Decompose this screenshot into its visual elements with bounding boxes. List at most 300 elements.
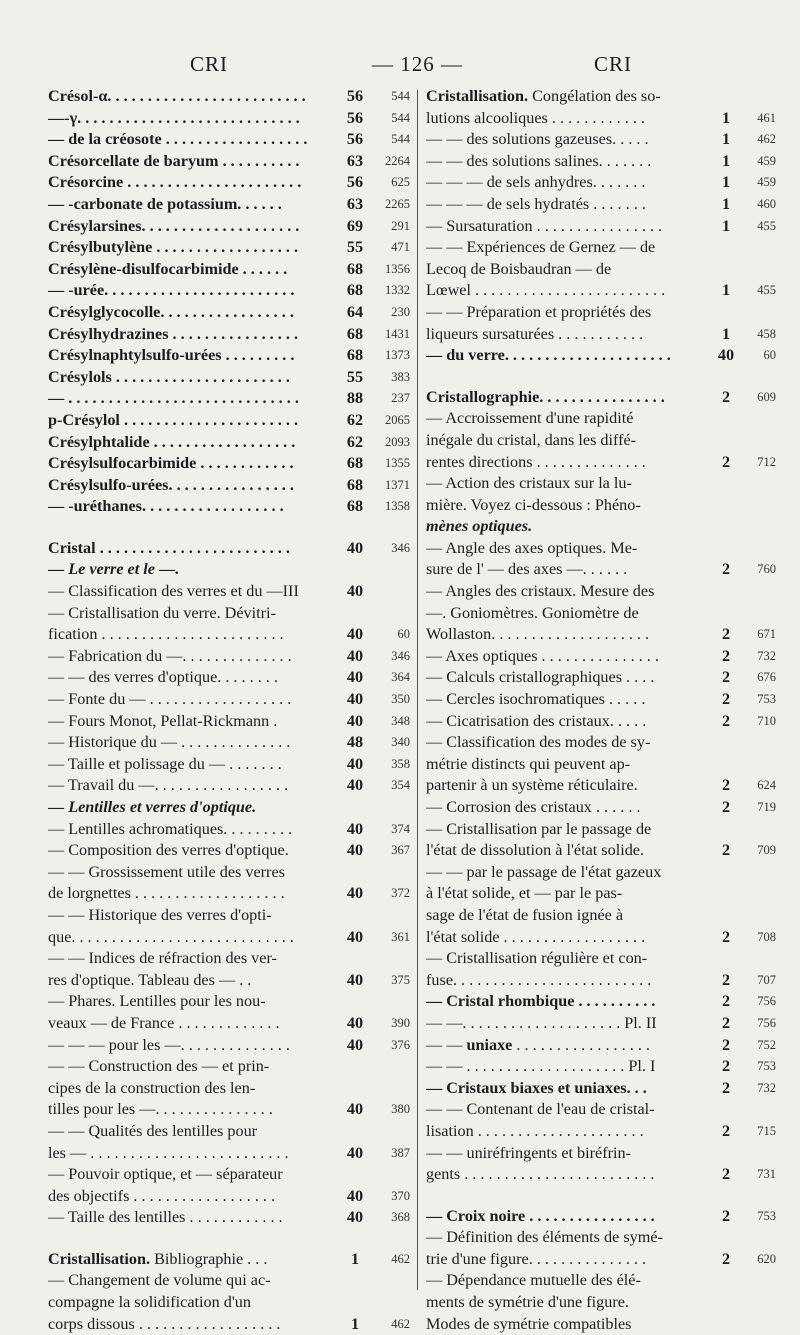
index-entry — [48, 927, 410, 949]
section-gap — [48, 1229, 410, 1249]
index-entry — [48, 475, 410, 497]
entry-text: — Cristallisation du verre. Dévitri- — [48, 603, 276, 622]
entry-text: — — uniréfringents et biréfrin- — [426, 1143, 631, 1162]
entry-text: — Accroissement d'une rapidité — [426, 409, 634, 428]
entry-volume: 68 — [346, 281, 364, 300]
index-entry — [426, 754, 776, 776]
entry-volume: 2 — [721, 927, 731, 946]
index-entry — [48, 1099, 410, 1121]
entry-volume: 1 — [721, 324, 731, 343]
entry-volume: 1 — [721, 194, 731, 213]
entry-page: 1332 — [385, 283, 410, 298]
entry-text: — du verre. . . . . . . . . . . . . . . . . . . . . — [426, 346, 671, 365]
index-entry — [48, 732, 410, 754]
index-entry — [48, 603, 410, 625]
column-divider — [417, 90, 418, 1290]
entry-text: gents . . . . . . . . . . . . . . . . . . . . . . . . — [426, 1165, 655, 1184]
index-entry — [426, 624, 776, 646]
entry-volume: 1 — [721, 173, 731, 192]
entry-text: — -carbonate de potassium. . . . . . — [48, 194, 282, 213]
index-entry — [426, 495, 776, 517]
entry-page: 60 — [763, 348, 776, 363]
entry-page: 625 — [391, 175, 410, 190]
entry-volume: 2 — [721, 1057, 731, 1076]
entry-page: 712 — [757, 454, 776, 469]
entry-text: — — — de sels anhydres. . . . . . . — [426, 173, 646, 192]
entry-page: 455 — [757, 283, 776, 298]
entry-volume: 64 — [346, 302, 364, 321]
index-entry — [48, 324, 410, 346]
index-entry — [426, 797, 776, 819]
entry-text: compagne la solidification d'un — [48, 1293, 251, 1312]
entry-text: — Angle des axes optiques. Me- — [426, 538, 638, 557]
index-entry — [48, 883, 410, 905]
entry-page: 676 — [757, 670, 776, 685]
index-entry — [426, 819, 776, 841]
entry-volume: 40 — [346, 927, 364, 946]
entry-volume: 2 — [721, 970, 731, 989]
entry-text: rentes directions . . . . . . . . . . . . . . — [426, 452, 646, 471]
entry-page: 544 — [391, 110, 410, 125]
entry-volume: 40 — [346, 841, 364, 860]
index-entry — [426, 840, 776, 862]
entry-text: — -urée. . . . . . . . . . . . . . . . . . . . . . . . — [48, 281, 295, 300]
entry-text: — -uréthanes. . . . . . . . . . . . . . . . . . — [48, 497, 284, 516]
index-entry — [426, 216, 776, 238]
index-entry — [48, 970, 410, 992]
entry-text: — — Expériences de Gernez — de — [426, 238, 656, 257]
index-entry — [48, 1143, 410, 1165]
entry-text: — Croix noire . . . . . . . . . . . . . . . . — [426, 1206, 655, 1225]
entry-page: 346 — [391, 540, 410, 555]
index-entry — [426, 452, 776, 474]
entry-text: Crésorcine . . . . . . . . . . . . . . . . . . . . . . — [48, 173, 302, 192]
entry-volume: 56 — [346, 108, 364, 127]
entry-volume: 40 — [346, 1208, 364, 1227]
index-entry — [426, 1121, 776, 1143]
entry-text: l'état solide . . . . . . . . . . . . . . . . . . — [426, 927, 646, 946]
index-entry — [48, 259, 410, 281]
entry-text: — Classification des verres et du —III — [48, 582, 299, 601]
entry-volume: 2 — [721, 776, 731, 795]
index-entry — [48, 775, 410, 797]
entry-page: 715 — [757, 1123, 776, 1138]
index-entry — [426, 1292, 776, 1314]
entry-text: — — — pour les —. . . . . . . . . . . . . . — [48, 1035, 290, 1054]
entry-volume: 2 — [721, 1249, 731, 1268]
entry-page: 370 — [391, 1188, 410, 1203]
index-entry — [426, 862, 776, 884]
entry-page: 708 — [757, 929, 776, 944]
entry-volume: 40 — [346, 582, 364, 601]
entry-page: 60 — [397, 627, 410, 642]
entry-text: — — des verres d'optique. . . . . . . . — [48, 668, 278, 687]
entry-page: 364 — [391, 670, 410, 685]
entry-text: —-γ. . . . . . . . . . . . . . . . . . . . . . . . . . . . — [48, 108, 300, 127]
index-entry — [48, 840, 410, 862]
index-entry — [48, 151, 410, 173]
entry-page: 387 — [391, 1145, 410, 1160]
entry-volume: 48 — [346, 733, 364, 752]
entry-text: de lorgnettes . . . . . . . . . . . . . . . . . . . — [48, 884, 285, 903]
index-entry — [426, 302, 776, 324]
entry-text: métrie distincts qui peuvent ap- — [426, 754, 631, 773]
entry-volume: 63 — [346, 194, 364, 213]
entry-page: 624 — [757, 778, 776, 793]
index-entry — [426, 1099, 776, 1121]
entry-volume: 68 — [346, 259, 364, 278]
index-entry — [48, 581, 410, 603]
index-entry — [426, 1078, 776, 1100]
entry-text: Crésylglycocolle. . . . . . . . . . . . . . . . . — [48, 302, 294, 321]
index-entry — [48, 108, 410, 130]
entry-text: — Angles des cristaux. Mesure des — [426, 582, 655, 601]
index-entry — [48, 667, 410, 689]
entry-page: 709 — [757, 843, 776, 858]
entry-page: 1356 — [385, 261, 410, 276]
entry-volume: 2 — [721, 387, 731, 406]
entry-volume: 56 — [346, 130, 364, 149]
index-entry — [426, 151, 776, 173]
entry-text: — Pouvoir optique, et — séparateur — [48, 1165, 283, 1184]
entry-text: les — . . . . . . . . . . . . . . . . . . . . . . . . . — [48, 1143, 289, 1162]
index-entry — [426, 1270, 776, 1292]
entry-page: 620 — [757, 1251, 776, 1266]
entry-volume: 68 — [346, 454, 364, 473]
entry-text: Lœwel . . . . . . . . . . . . . . . . . . . . . . . . — [426, 281, 666, 300]
entry-page: 348 — [391, 713, 410, 728]
entry-page: 2264 — [385, 153, 410, 168]
index-entry — [48, 1078, 410, 1100]
entry-page: 753 — [757, 1059, 776, 1074]
entry-page: 462 — [391, 1316, 410, 1331]
page-number: — 126 — — [372, 52, 463, 76]
entry-page: 752 — [757, 1037, 776, 1052]
entry-text: — — par le passage de l'état gazeux — [426, 862, 662, 881]
entry-text: — Action des cristaux sur la lu- — [426, 474, 632, 493]
index-entry — [48, 559, 410, 581]
entry-text: — Fours Monot, Pellat-Rickmann . — [48, 711, 278, 730]
entry-text: — Travail du —. . . . . . . . . . . . . . . . . — [48, 776, 289, 795]
entry-text: Crésylhydrazines . . . . . . . . . . . . . . . . — [48, 324, 298, 343]
index-entry — [426, 280, 776, 302]
entry-page: 1431 — [385, 326, 410, 341]
entry-volume: 56 — [346, 173, 364, 192]
index-entry — [48, 302, 410, 324]
index-entry — [48, 905, 410, 927]
index-entry — [48, 797, 410, 819]
entry-text: Modes de symétrie compatibles — [426, 1314, 632, 1333]
entry-text: Cristal . . . . . . . . . . . . . . . . . . . . . . . . — [48, 538, 290, 557]
index-entry — [48, 367, 410, 389]
entry-text: — Cristal rhombique . . . . . . . . . . — [426, 992, 656, 1011]
entry-text: —. Goniomètres. Goniomètre de — [426, 603, 639, 622]
index-entry — [426, 775, 776, 797]
index-entry — [48, 453, 410, 475]
entry-page: 609 — [757, 389, 776, 404]
entry-volume: 2 — [721, 668, 731, 687]
index-entry — [48, 216, 410, 238]
entry-text: — — des solutions salines. . . . . . . — [426, 151, 652, 170]
entry-volume: 2 — [721, 646, 731, 665]
entry-text: mènes optiques. — [426, 517, 533, 536]
entry-text: sure de l' — des axes —. . . . . . — [426, 560, 628, 579]
entry-volume: 1 — [721, 281, 731, 300]
index-entry — [426, 1249, 776, 1271]
entry-text: Lecoq de Boisbaudran — de — [426, 259, 612, 278]
entry-page: 462 — [757, 132, 776, 147]
entry-page: 455 — [757, 218, 776, 233]
entry-volume: 1 — [721, 216, 731, 235]
entry-volume: 62 — [346, 410, 364, 429]
index-entry — [48, 1035, 410, 1057]
index-entry — [426, 345, 776, 367]
entry-text: — Dépendance mutuelle des élé- — [426, 1271, 641, 1290]
section-gap — [426, 1186, 776, 1206]
entry-volume: 1 — [721, 151, 731, 170]
index-entry — [426, 473, 776, 495]
entry-page: 461 — [757, 110, 776, 125]
index-entry — [426, 237, 776, 259]
index-entry — [426, 108, 776, 130]
entry-page: 350 — [391, 692, 410, 707]
entry-page: 458 — [757, 326, 776, 341]
index-entry — [426, 324, 776, 346]
entry-text: — Cristaux biaxes et uniaxes. . . — [426, 1078, 647, 1097]
entry-text: — Lentilles achromatiques. . . . . . . . . — [48, 819, 293, 838]
index-entry — [48, 862, 410, 884]
index-entry — [426, 711, 776, 733]
entry-page: 340 — [391, 735, 410, 750]
entry-text: — —. . . . . . . . . . . . . . . . . . . . Pl. II — [426, 1013, 657, 1032]
entry-text: — Définition des éléments de symé- — [426, 1228, 663, 1247]
entry-volume: 40 — [346, 1013, 364, 1032]
entry-volume: 2 — [721, 1165, 731, 1184]
entry-text: — Taille des lentilles . . . . . . . . . . . . — [48, 1208, 283, 1227]
entry-volume: 40 — [346, 1035, 364, 1054]
entry-text: — Changement de volume qui ac- — [48, 1271, 271, 1290]
entry-text: Crésylsulfocarbimide . . . . . . . . . . . . — [48, 454, 294, 473]
entry-page: 368 — [391, 1210, 410, 1225]
entry-page: 753 — [757, 692, 776, 707]
entry-page: 462 — [391, 1251, 410, 1266]
index-entry — [48, 1013, 410, 1035]
entry-text: — Fonte du — . . . . . . . . . . . . . . . . . . — [48, 690, 292, 709]
index-entry — [48, 1164, 410, 1186]
entry-volume: 2 — [721, 1013, 731, 1032]
header-right-guide-word: CRI — [594, 52, 633, 76]
entry-text: cipes de la construction des len- — [48, 1078, 256, 1097]
entry-text: — Lentilles et verres d'optique. — [48, 798, 257, 816]
entry-volume: 88 — [346, 389, 364, 408]
section-gap — [48, 518, 410, 538]
entry-page: 383 — [391, 369, 410, 384]
entry-volume: 2 — [721, 798, 731, 816]
entry-volume: 1 — [721, 108, 731, 127]
entry-volume: 2 — [721, 992, 731, 1011]
index-entry — [426, 1013, 776, 1035]
index-entry — [426, 408, 776, 430]
entry-text: — — Contenant de l'eau de cristal- — [426, 1100, 655, 1119]
entry-text: — Cristallisation par le passage de — [426, 819, 652, 838]
index-entry — [48, 388, 410, 410]
entry-page: 544 — [391, 89, 410, 103]
entry-text: res d'optique. Tableau des — . . — [48, 970, 252, 989]
entry-text: — — Préparation et propriétés des — [426, 302, 652, 321]
entry-text: sage de l'état de fusion ignée à — [426, 905, 624, 924]
index-entry — [426, 559, 776, 581]
index-entry — [48, 280, 410, 302]
entry-volume: 63 — [346, 151, 364, 170]
entry-page: 372 — [391, 886, 410, 901]
entry-text: Crésol-α. . . . . . . . . . . . . . . . . . . . . . . . . — [48, 87, 306, 105]
index-entry — [48, 646, 410, 668]
entry-volume: 68 — [346, 346, 364, 365]
entry-volume: 2 — [721, 690, 731, 709]
entry-volume: 2 — [721, 452, 731, 471]
entry-text: Crésylbutylène . . . . . . . . . . . . . . . . . . — [48, 238, 298, 257]
entry-text: Crésylphtalide . . . . . . . . . . . . . . . . . . — [48, 432, 296, 451]
entry-text: — Cercles isochromatiques . . . . . — [426, 690, 646, 709]
entry-text: — Phares. Lentilles pour les nou- — [48, 992, 266, 1011]
index-entry — [426, 1056, 776, 1078]
entry-volume: 40 — [346, 1100, 364, 1119]
entry-volume: 55 — [346, 367, 364, 386]
index-entry — [48, 410, 410, 432]
entry-page: 237 — [391, 391, 410, 406]
index-entry — [48, 172, 410, 194]
page-header — [0, 52, 800, 82]
index-entry — [426, 129, 776, 151]
entry-text: — — des solutions gazeuses. . . . . — [426, 130, 649, 149]
entry-page: 354 — [391, 778, 410, 793]
entry-text: à l'état solide, et — par le pas- — [426, 884, 623, 903]
entry-page: 732 — [757, 1080, 776, 1095]
entry-text: — Corrosion des cristaux . . . . . . — [426, 798, 641, 816]
entry-page: 291 — [391, 218, 410, 233]
entry-page: 1373 — [385, 348, 410, 363]
entry-text: — Classification des modes de sy- — [426, 733, 651, 752]
entry-page: 460 — [757, 196, 776, 211]
entry-text: — Fabrication du —. . . . . . . . . . . . . . — [48, 646, 292, 665]
index-entry — [426, 430, 776, 452]
entry-page: 471 — [391, 240, 410, 255]
index-entry — [426, 883, 776, 905]
entry-volume: 56 — [346, 87, 364, 105]
index-entry — [48, 1207, 410, 1229]
entry-text: Crésorcellate de baryum . . . . . . . . . . — [48, 151, 300, 170]
entry-page: 707 — [757, 972, 776, 987]
index-entry — [48, 432, 410, 454]
index-entry — [48, 1186, 410, 1208]
entry-text: — . . . . . . . . . . . . . . . . . . . . . . . . . . . . . — [48, 389, 299, 408]
entry-text: — — Construction des — et prin- — [48, 1057, 270, 1076]
index-entry — [426, 86, 776, 108]
entry-page: 380 — [391, 1102, 410, 1117]
entry-text: — — Historique des verres d'opti- — [48, 905, 272, 924]
entry-text: — Le verre et le —. — [48, 560, 180, 579]
left-column — [48, 86, 410, 1335]
entry-text: que. . . . . . . . . . . . . . . . . . . . . . . . . . . . — [48, 927, 294, 946]
entry-volume: 68 — [346, 497, 364, 516]
index-entry — [48, 711, 410, 733]
entry-page: 459 — [757, 175, 776, 190]
index-entry — [426, 603, 776, 625]
index-entry — [426, 1314, 776, 1335]
entry-text: — — . . . . . . . . . . . . . . . . . . . . Pl. I — [426, 1057, 656, 1076]
entry-text: des objectifs . . . . . . . . . . . . . . . . . . — [48, 1186, 276, 1205]
entry-volume: 40 — [717, 346, 735, 365]
entry-page: 719 — [757, 800, 776, 814]
index-entry — [48, 754, 410, 776]
index-entry — [48, 1270, 410, 1292]
index-entry — [48, 496, 410, 518]
entry-text: Crésylène-disulfocarbimide . . . . . . — [48, 259, 288, 278]
entry-volume: 2 — [721, 1035, 731, 1054]
index-entry — [48, 345, 410, 367]
index-entry — [426, 172, 776, 194]
entry-page: 390 — [391, 1015, 410, 1030]
header-left-guide-word: CRI — [190, 52, 229, 76]
index-entry — [48, 689, 410, 711]
entry-text: lisation . . . . . . . . . . . . . . . . . . . . . — [426, 1121, 644, 1140]
entry-text: — — uniaxe . . . . . . . . . . . . . . . . . — [426, 1035, 650, 1054]
entry-volume: 68 — [346, 475, 364, 494]
entry-page: 2065 — [385, 412, 410, 427]
entry-text: — Calculs cristallographiques . . . . — [426, 668, 655, 687]
entry-page: 1358 — [385, 499, 410, 514]
entry-text: — Composition des verres d'optique. — [48, 841, 289, 860]
entry-volume: 2 — [721, 560, 731, 579]
entry-volume: 40 — [346, 819, 364, 838]
entry-text: liqueurs sursaturées . . . . . . . . . . . — [426, 324, 644, 343]
entry-page: 374 — [391, 821, 410, 836]
index-entry — [48, 819, 410, 841]
index-entry — [426, 689, 776, 711]
entry-text: fication . . . . . . . . . . . . . . . . . . . . . . . — [48, 625, 284, 644]
index-entry — [426, 646, 776, 668]
entry-text: — de la créosote . . . . . . . . . . . . . . . . . . — [48, 130, 308, 149]
entry-volume: 68 — [346, 324, 364, 343]
entry-text: veaux — de France . . . . . . . . . . . . . — [48, 1013, 280, 1032]
entry-text: Crésylnaphtylsulfo-urées . . . . . . . . . — [48, 346, 295, 365]
entry-text: corps dissous . . . . . . . . . . . . . . . . . . — [48, 1314, 281, 1333]
entry-text: — — Indices de réfraction des ver- — [48, 949, 277, 968]
entry-volume: 40 — [346, 776, 364, 795]
index-entry — [426, 927, 776, 949]
entry-text: ments de symétrie d'une figure. — [426, 1293, 629, 1312]
index-entry — [48, 1292, 410, 1314]
entry-volume: 69 — [346, 216, 364, 235]
entry-text: — Taille et polissage du — . . . . . . . — [48, 754, 282, 773]
index-entry — [426, 259, 776, 281]
entry-volume: 2 — [721, 1121, 731, 1140]
entry-page: 544 — [391, 132, 410, 147]
entry-volume: 1 — [721, 130, 731, 149]
right-column — [426, 86, 776, 1335]
entry-volume: 1 — [350, 1249, 360, 1268]
entry-page: 2265 — [385, 196, 410, 211]
entry-volume: 2 — [721, 625, 731, 644]
entry-text: — — Qualités des lentilles pour — [48, 1121, 258, 1140]
index-entry — [48, 1249, 410, 1271]
entry-text: mière. Voyez ci-dessous : Phéno- — [426, 495, 641, 514]
entry-volume: 40 — [346, 668, 364, 687]
entry-text: lutions alcooliques . . . . . . . . . . . . — [426, 108, 645, 127]
index-entry — [48, 991, 410, 1013]
entry-text: trie d'une figure. . . . . . . . . . . . . . . — [426, 1249, 647, 1268]
entry-volume: 40 — [346, 625, 364, 644]
